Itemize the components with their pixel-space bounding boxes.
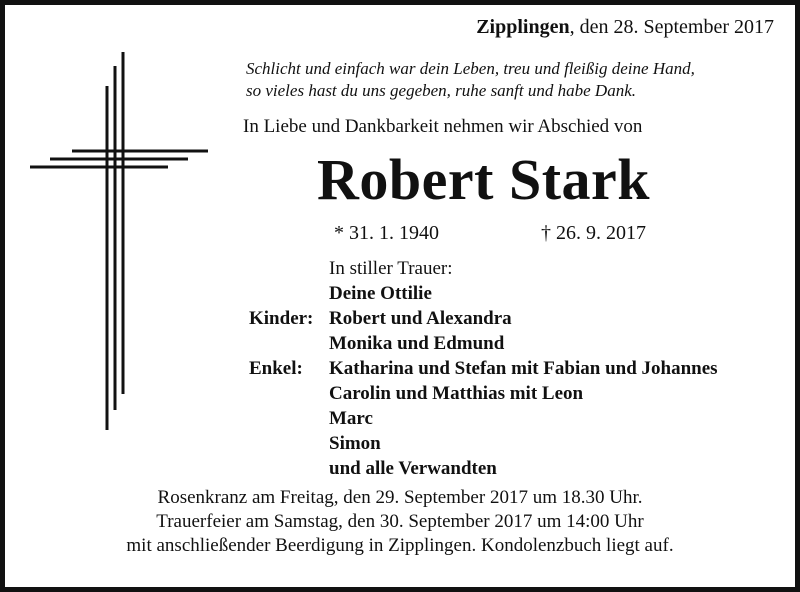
date-text: , den 28. September 2017 (569, 16, 774, 38)
poem-line: so vieles hast du uns gegeben, ruhe sanft und habe Dank. (246, 81, 636, 100)
mourner-name: Marc (329, 408, 373, 429)
mourner-name: Deine Ottilie (329, 283, 432, 304)
service-info (0, 486, 800, 558)
service-line: mit anschließender Beerdigung in Zipplingen. Kondolenzbuch liegt auf. (126, 535, 674, 556)
mourner-label: Kinder: (249, 308, 314, 329)
mourner-name: Monika und Edmund (329, 333, 505, 354)
mourner-name: und alle Verwandten (329, 458, 497, 479)
intro-text: In Liebe und Dankbarkeit nehmen wir Abschied von (243, 116, 643, 137)
service-line: Trauerfeier am Samstag, den 30. September 2017 um 14:00 Uhr (156, 511, 644, 532)
poem-line: Schlicht und einfach war dein Leben, treu und fleißig deine Hand, (246, 59, 695, 78)
mourner-name: Robert und Alexandra (329, 308, 512, 329)
mourner-label: Enkel: (249, 358, 303, 379)
cross-icon (0, 0, 230, 440)
mourning-header: In stiller Trauer: (329, 258, 453, 279)
service-line: Rosenkranz am Freitag, den 29. September 2017 um 18.30 Uhr. (157, 487, 643, 508)
poem (246, 58, 695, 102)
deceased-name: Robert Stark (317, 147, 651, 212)
place-name: Zipplingen (476, 16, 570, 38)
death-date: † 26. 9. 2017 (541, 222, 646, 244)
place-date (476, 16, 774, 39)
birth-date: * 31. 1. 1940 (334, 222, 439, 244)
mourner-name: Carolin und Matthias mit Leon (329, 383, 584, 404)
mourner-name: Katharina und Stefan mit Fabian und Johannes (329, 358, 718, 379)
mourner-name: Simon (329, 433, 381, 454)
